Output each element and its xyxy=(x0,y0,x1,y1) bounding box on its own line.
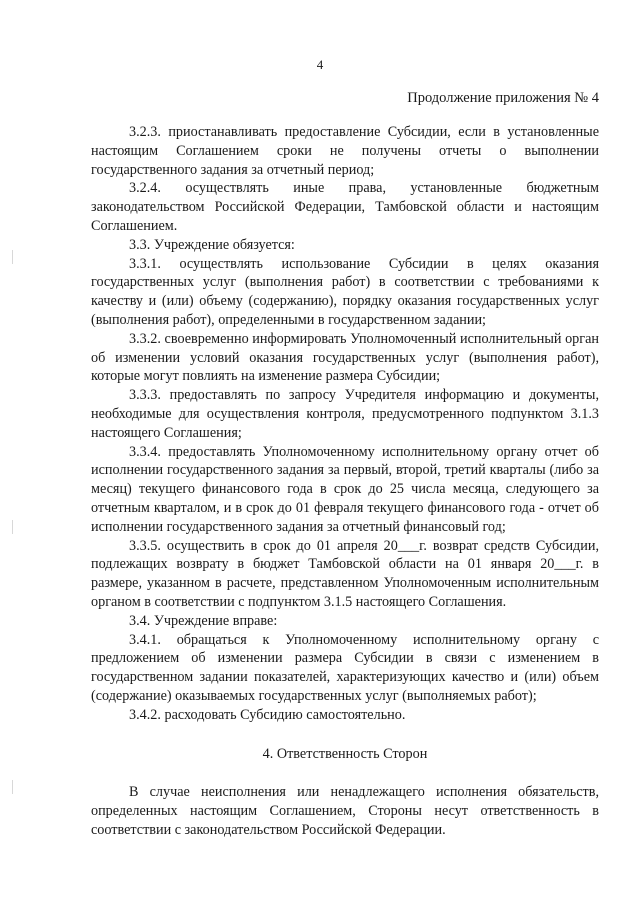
section-paragraph: В случае неисполнения или ненадлежащего исполнения обязательств, определенных настоящим Соглашением, Стороны несут ответственность в соответствии с законодательством Российской Федерации. xyxy=(91,784,599,838)
clause-3-4: 3.4. Учреждение вправе: xyxy=(129,612,278,629)
clause-3-3-2: 3.3.2. своевременно информировать Уполномоченный исполнительный орган об изменении условий оказания государственных услуг (выполнения работ), которые могут повлиять на изменение размера Субсидии; xyxy=(91,330,599,385)
clause-3-3-5: 3.3.5. осуществить в срок до 01 апреля 20___г. возврат средств Субсидии, подлежащих возврату в бюджет Тамбовской области на 01 января 20___г. в размере, указанном в расчете, представленном Уполномоченным исполнительным органом в соответствии с подпунктом 3.1.5 настоящего Соглашения. xyxy=(91,537,599,610)
clause-3-2-4: 3.2.4. осуществлять иные права, установленные бюджетным законодательством Российской Федерации, Тамбовской области и настоящим Соглашением. xyxy=(91,180,599,234)
section-heading: 4. Ответственность Сторон xyxy=(262,745,428,762)
document-body xyxy=(91,123,599,840)
clause-3-3-1: 3.3.1. осуществлять использование Субсидии в целях оказания государственных услуг (выполнения работ) в соответствии с требованиями к качеству и (или) объему (содержанию), порядку оказания государственных услуг (выполнения работ), определенными в государственном задании; xyxy=(91,255,599,328)
clause-3-3-3: 3.3.3. предоставлять по запросу Учредителя информацию и документы, необходимые для осуществления контроля, предусмотренного подпунктом 3.1.3 настоящего Соглашения; xyxy=(91,387,599,441)
clause-3-4-1: 3.4.1. обращаться к Уполномоченному исполнительному органу с предложением об изменении размера Субсидии в связи с изменением в государственном задании показателей, характеризующих качество и (или) объем (содержание) оказываемых государственных услуг (выполняемых работ); xyxy=(91,631,599,704)
clause-3-3: 3.3. Учреждение обязуется: xyxy=(129,236,295,253)
clause-3-4-2: 3.4.2. расходовать Субсидию самостоятельно. xyxy=(129,706,406,723)
clause-3-3-4: 3.3.4. предоставлять Уполномоченному исполнительному органу отчет об исполнении государственного задания за первый, второй, третий кварталы (либо за месяц) текущего финансового года в срок до 25 числа месяца, следующего за отчетным кварталом, и в срок до 01 февраля текущего финансового года - отчет об исполнении государственного задания за отчетный финансовый год; xyxy=(91,443,599,535)
clause-3-2-3: 3.2.3. приостанавливать предоставление Субсидии, если в установленные настоящим Соглашением сроки не получены отчеты о выполнении государственного задания за отчетный период; xyxy=(91,124,599,178)
scan-margin-mark xyxy=(12,780,13,794)
appendix-label: Продолжение приложения № 4 xyxy=(407,90,599,106)
scan-margin-mark xyxy=(12,250,13,264)
page-number: 4 xyxy=(316,57,324,72)
scan-margin-mark xyxy=(12,520,13,534)
